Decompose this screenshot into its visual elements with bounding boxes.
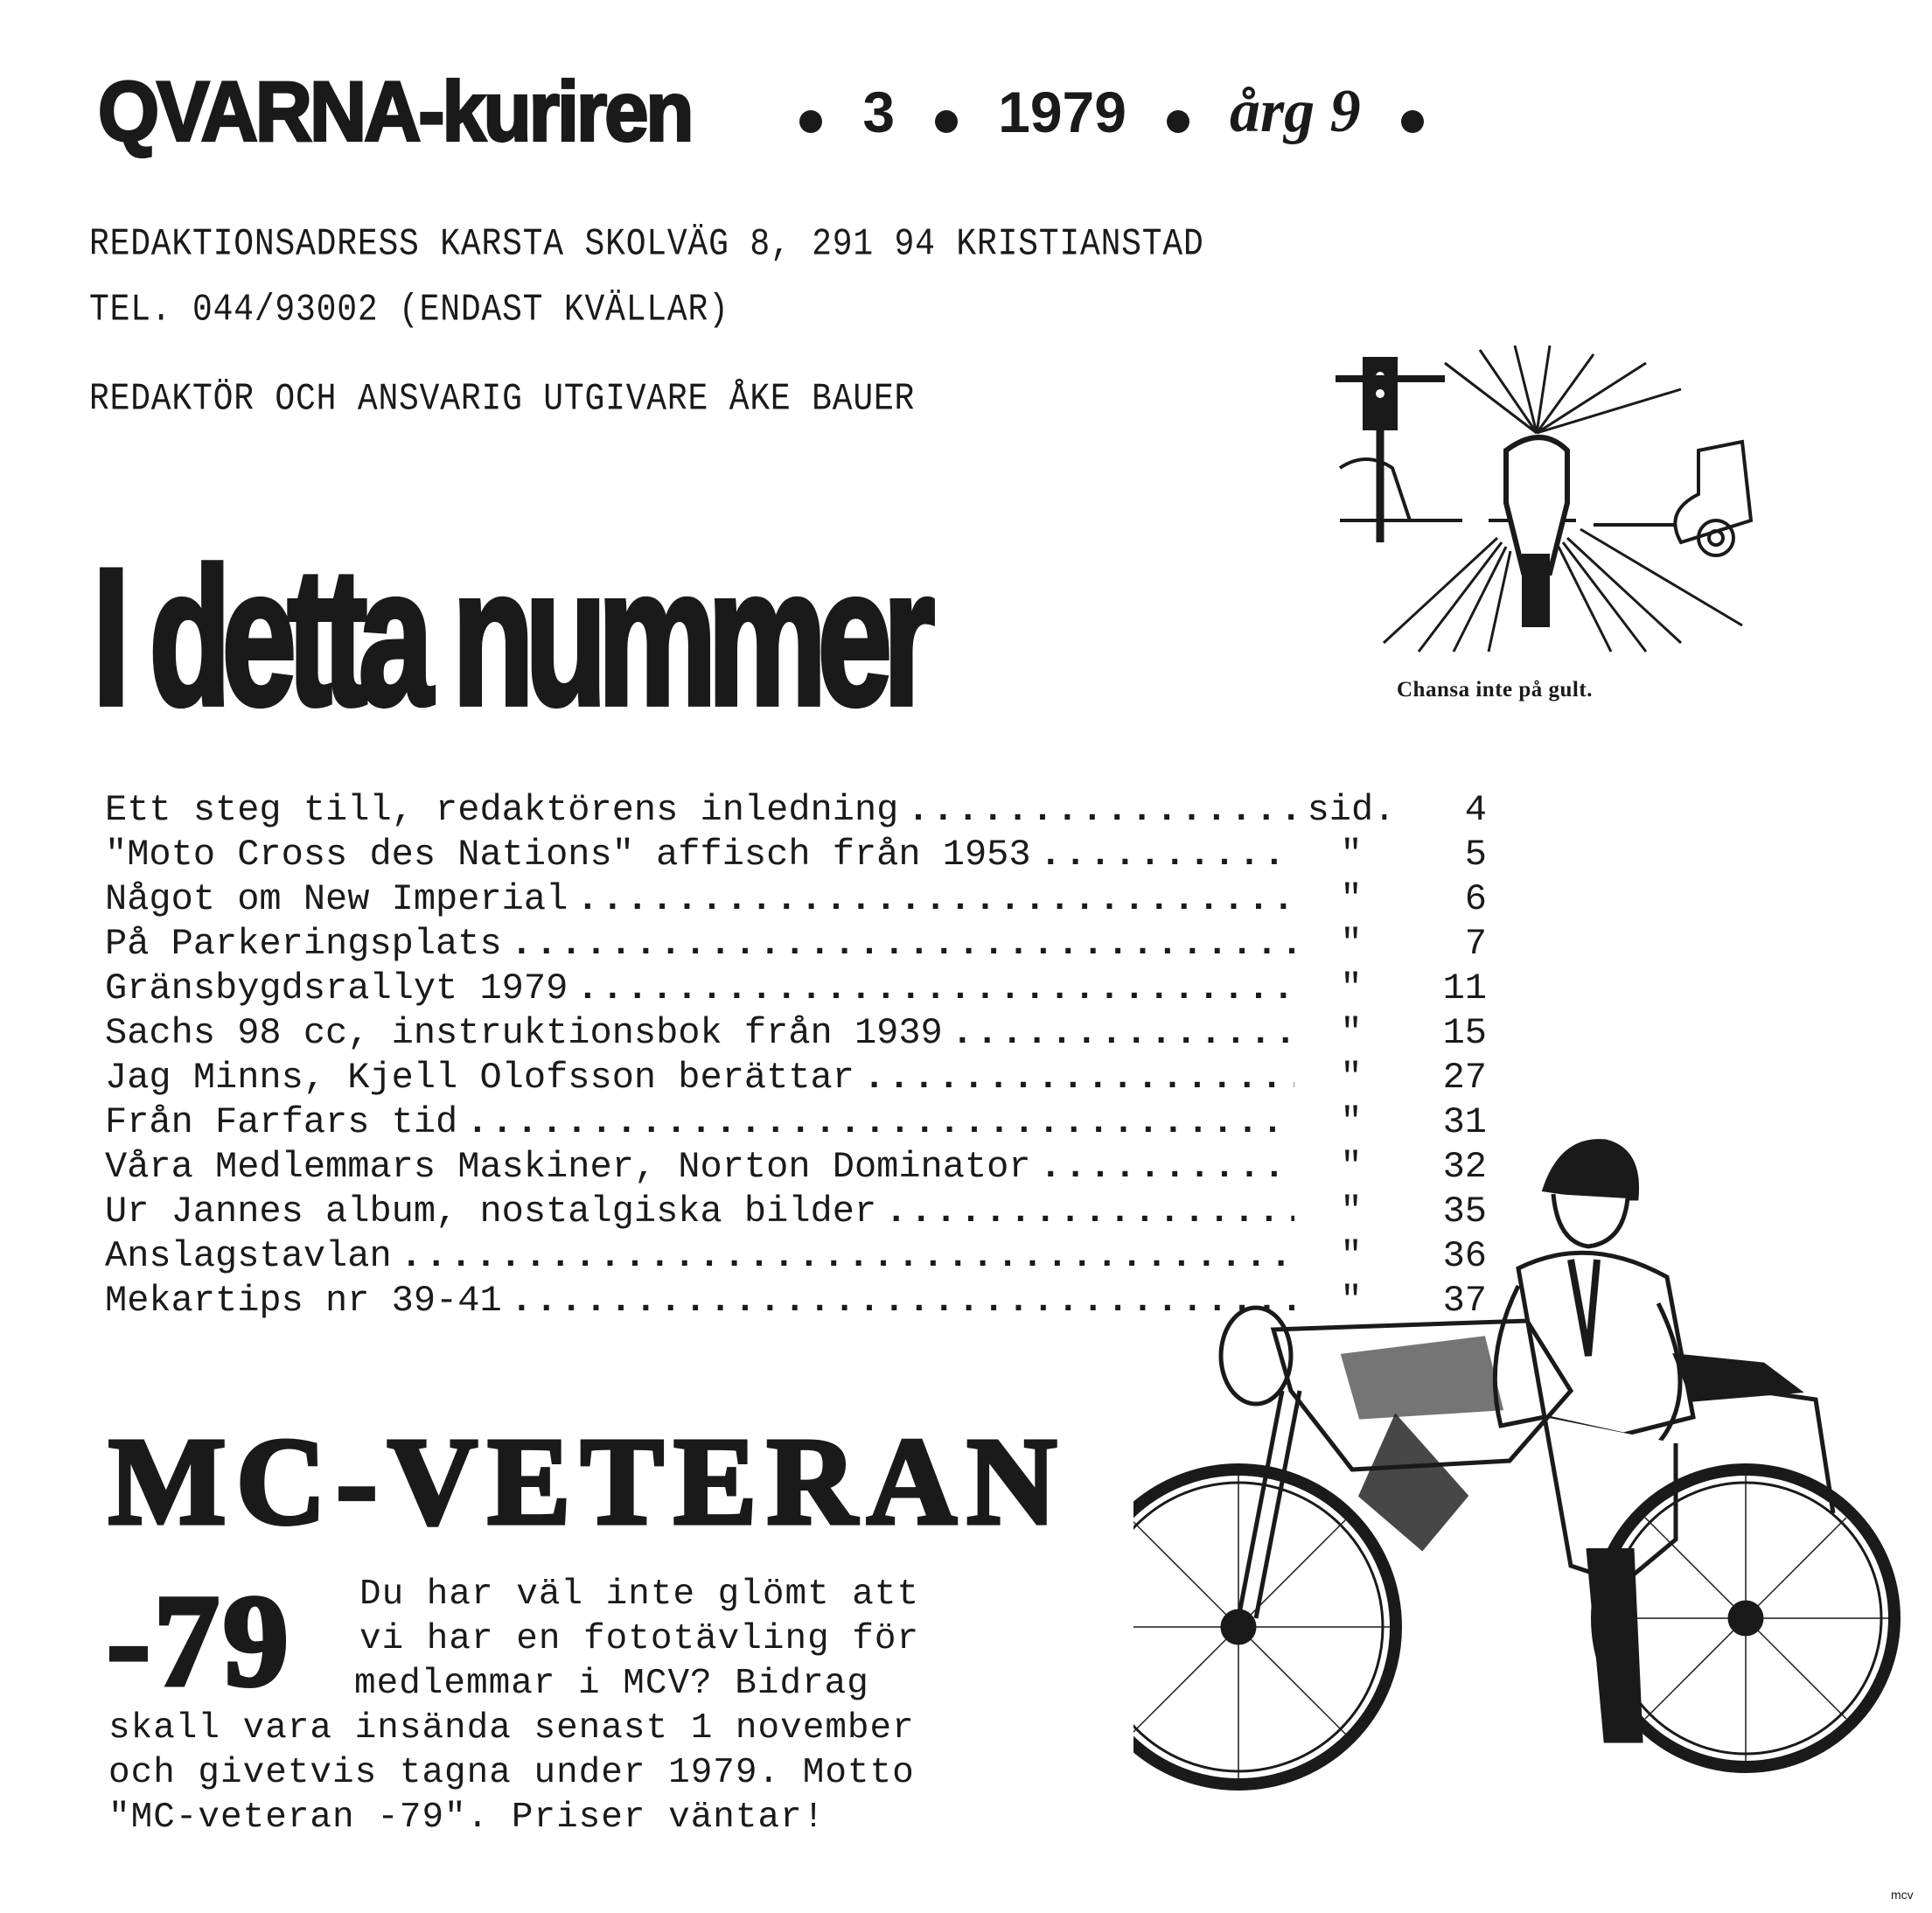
toc-item xyxy=(105,876,1487,921)
masthead xyxy=(98,64,1464,159)
toc-sid: " xyxy=(1340,1279,1363,1322)
toc-sid: sid. xyxy=(1307,788,1396,831)
credit-mark: mcv xyxy=(1891,1888,1914,1902)
contents-headline: I detta nummer xyxy=(93,527,926,745)
toc-item xyxy=(105,921,1487,966)
traffic-light-motorcycle-illustration xyxy=(1331,346,1764,656)
toc-item xyxy=(105,966,1487,1010)
toc-sid: " xyxy=(1340,833,1363,876)
toc-title: På Parkeringsplats xyxy=(105,922,502,965)
mc-veteran-title: MC-VETERAN xyxy=(108,1412,1067,1551)
toc-item xyxy=(105,1055,1487,1100)
leader-dots xyxy=(511,923,1294,965)
bullet-icon xyxy=(1167,110,1189,133)
toc-title: Jag Minns, Kjell Olofsson berättar xyxy=(105,1056,854,1099)
leader-dots xyxy=(952,1012,1294,1054)
illustration-caption: Chansa inte på gult. xyxy=(1397,678,1593,702)
toc-title: Gränsbygdsrallyt 1979 xyxy=(105,967,568,1009)
volume: årg 9 xyxy=(1229,78,1361,145)
toc-page: 27 xyxy=(1442,1056,1487,1099)
toc-sid: " xyxy=(1340,1100,1363,1143)
leader-dots xyxy=(576,878,1294,920)
toc-sid: " xyxy=(1340,1190,1363,1232)
motorcycle-rider-illustration xyxy=(1133,1128,1932,1913)
announcement-line: Du har väl inte glömt att xyxy=(359,1574,920,1615)
toc-title: Något om New Imperial xyxy=(105,877,568,920)
toc-title: Ett steg till, redaktörens inledning xyxy=(105,788,899,831)
masthead-title: QVARNA-kuriren xyxy=(98,64,692,159)
announcement-line: "MC-veteran -79". Priser väntar! xyxy=(108,1798,826,1838)
toc-page: 31 xyxy=(1442,1100,1487,1143)
phone: TEL. 044/93002 (ENDAST KVÄLLAR) xyxy=(89,289,729,332)
toc-page: 7 xyxy=(1464,922,1487,965)
toc-page: 32 xyxy=(1442,1145,1487,1188)
leader-dots xyxy=(576,967,1294,1009)
toc-title: Mekartips nr 39-41 xyxy=(105,1279,502,1322)
toc-title: Våra Medlemmars Maskiner, Norton Dominator xyxy=(105,1145,1031,1188)
toc-page: 4 xyxy=(1464,788,1487,831)
toc-sid: " xyxy=(1340,967,1363,1009)
leader-dots xyxy=(907,789,1294,831)
bullet-icon xyxy=(799,110,822,133)
toc-page: 35 xyxy=(1442,1190,1487,1232)
toc-sid: " xyxy=(1340,877,1363,920)
bullet-icon xyxy=(1401,110,1424,133)
toc-sid: " xyxy=(1340,1145,1363,1188)
toc-page: 15 xyxy=(1442,1011,1487,1054)
toc-page: 36 xyxy=(1442,1234,1487,1277)
toc-item xyxy=(105,787,1487,832)
toc-sid: " xyxy=(1340,1056,1363,1099)
toc-title: "Moto Cross des Nations" affisch från 1953 xyxy=(105,833,1031,876)
toc-title: Ur Jannes album, nostalgiska bilder xyxy=(105,1190,877,1232)
mc-veteran-year: -79 xyxy=(107,1568,292,1714)
announcement-line: och givetvis tagna under 1979. Motto xyxy=(108,1753,915,1793)
toc-sid: " xyxy=(1340,1234,1363,1277)
toc-item xyxy=(105,832,1487,876)
bullet-icon xyxy=(935,110,958,133)
toc-page: 5 xyxy=(1464,833,1487,876)
toc-sid: " xyxy=(1340,1011,1363,1054)
toc-sid: " xyxy=(1340,922,1363,965)
toc-page: 6 xyxy=(1464,877,1487,920)
toc-page: 11 xyxy=(1442,967,1487,1009)
leader-dots xyxy=(863,1057,1294,1099)
toc-title: Sachs 98 cc, instruktionsbok från 1939 xyxy=(105,1011,943,1054)
issue-year: 1979 xyxy=(998,80,1126,144)
announcement-line: medlemmar i MCV? Bidrag xyxy=(354,1664,869,1704)
editorial-address: REDAKTIONSADRESS KARSTA SKOLVÄG 8, 291 94 KRISTIANSTAD xyxy=(89,223,1204,267)
announcement-line: vi har en fototävling för xyxy=(359,1619,920,1659)
announcement-line: skall vara insända senast 1 november xyxy=(108,1708,915,1749)
toc-title: Anslagstavlan xyxy=(105,1234,392,1277)
editor: REDAKTÖR OCH ANSVARIG UTGIVARE ÅKE BAUER xyxy=(89,378,916,422)
toc-page: 37 xyxy=(1442,1279,1487,1322)
issue-number: 3 xyxy=(862,80,896,144)
toc-title: Från Farfars tid xyxy=(105,1100,458,1143)
leader-dots xyxy=(1040,834,1294,876)
toc-item xyxy=(105,1010,1487,1055)
